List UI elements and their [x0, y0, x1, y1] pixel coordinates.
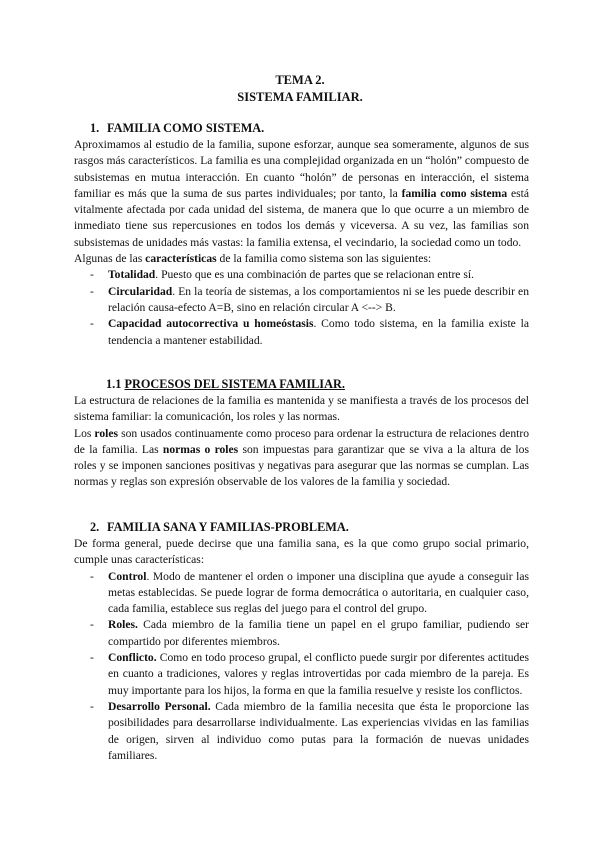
- document-title: TEMA 2.: [275, 73, 325, 87]
- list-item: - Capacidad autocorrectiva u homeóstasis. Como todo sistema, en la familia existe la tendencia a mantener estabilidad.: [74, 316, 529, 349]
- document-subtitle: SISTEMA FAMILIAR.: [237, 90, 363, 104]
- bold-term: roles: [94, 426, 119, 440]
- section-2-body: [74, 536, 529, 764]
- section-1-1-heading: [106, 377, 345, 392]
- healthy-family-list: [74, 569, 529, 765]
- list-item: - Control. Modo de mantener el orden o imponer una disciplina que ayude a conseguir las metas establecidas. Se puede lograr de forma democrática o autoritaria, en cualquier caso, cada familia, establece sus reglas del juego para el control del grupo.: [74, 569, 529, 618]
- bold-term: características: [145, 252, 217, 266]
- section-1-1-body: [74, 393, 529, 491]
- section-1-1-title: PROCESOS DEL SISTEMA FAMILIAR.: [124, 377, 345, 391]
- section-2-title: FAMILIA SANA Y FAMILIAS-PROBLEMA.: [107, 520, 349, 534]
- characteristics-list: [74, 267, 529, 348]
- section-1-1-paragraph-2: Los roles son usados continuamente como proceso para ordenar la estructura de relaciones dentro de la familia. Las normas o roles son impuestas para garantizar que se viva a la altura de los roles y se imponen sanciones positivas y negativas para asegurar que las normas se cumplan. Las normas y reglas son expresión observable de los valores de la familia y sociedad.: [74, 426, 529, 489]
- section-1-1-number: 1.1: [106, 377, 122, 391]
- section-1-1-paragraph-1: La estructura de relaciones de la familia es mantenida y se manifiesta a través de los procesos del sistema familiar: la comunicación, los roles y las normas.: [74, 394, 529, 424]
- section-1-title: FAMILIA COMO SISTEMA.: [107, 121, 265, 135]
- section-1-body: [74, 137, 529, 349]
- section-2-heading: [90, 520, 349, 535]
- list-item: - Circularidad. En la teoría de sistemas, a los comportamientos ni se les puede describir en relación causa-efecto A=B, sino en relación circular A <--> B.: [74, 284, 529, 317]
- bold-term: familia como sistema: [401, 186, 508, 200]
- section-1-heading: [90, 121, 264, 136]
- list-item: - Conflicto. Como en todo proceso grupal, el conflicto puede surgir por diferentes actitudes en cuanto a tradiciones, valores y reglas introvertidas por cada miembro de la pareja. Es muy importante para los hijos, la forma en que la familia resuelve y resiste los conflictos.: [74, 650, 529, 699]
- section-1-number: 1.: [90, 121, 100, 135]
- section-1-paragraph-1: Aproximamos al estudio de la familia, supone esforzar, aunque sea someramente, algunos de sus rasgos más característicos. La familia es una complejidad organizada en un “holón” compuesto de subsistemas en mutua interacción. En cuanto “holón” de personas en interacción, el sistema familiar es más que la suma de sus partes individuales; por tanto, la familia como sistema está vitalmente afectada por cada unidad del sistema, de manera que lo que ocurre a un miembro de inmediato tiene sus repercusiones en todos los demás y viceversa. A su vez, las familias son subsistemas de unidades más vastas: la familia extensa, el vecindario, la sociedad como un todo.: [74, 138, 529, 249]
- section-1-paragraph-2: Algunas de las características de la familia como sistema son las siguientes:: [74, 252, 432, 266]
- section-2-paragraph-1: De forma general, puede decirse que una familia sana, es la que como grupo social primario, cumple unas características:: [74, 537, 529, 567]
- list-item: - Roles. Cada miembro de la familia tiene un papel en el grupo familiar, pudiendo ser compartido por diferentes miembros.: [74, 617, 529, 650]
- section-2-number: 2.: [90, 520, 100, 534]
- list-item: - Desarrollo Personal. Cada miembro de la familia necesita que ésta le proporcione las posibilidades para desarrollarse individualmente. Las experiencias vividas en las familias de origen, sirven al individuo como putas para la formación de nuevas unidades familiares.: [74, 699, 529, 764]
- bold-term: normas o roles: [162, 442, 239, 456]
- list-item: - Totalidad. Puesto que es una combinación de partes que se relacionan entre sí.: [74, 267, 529, 283]
